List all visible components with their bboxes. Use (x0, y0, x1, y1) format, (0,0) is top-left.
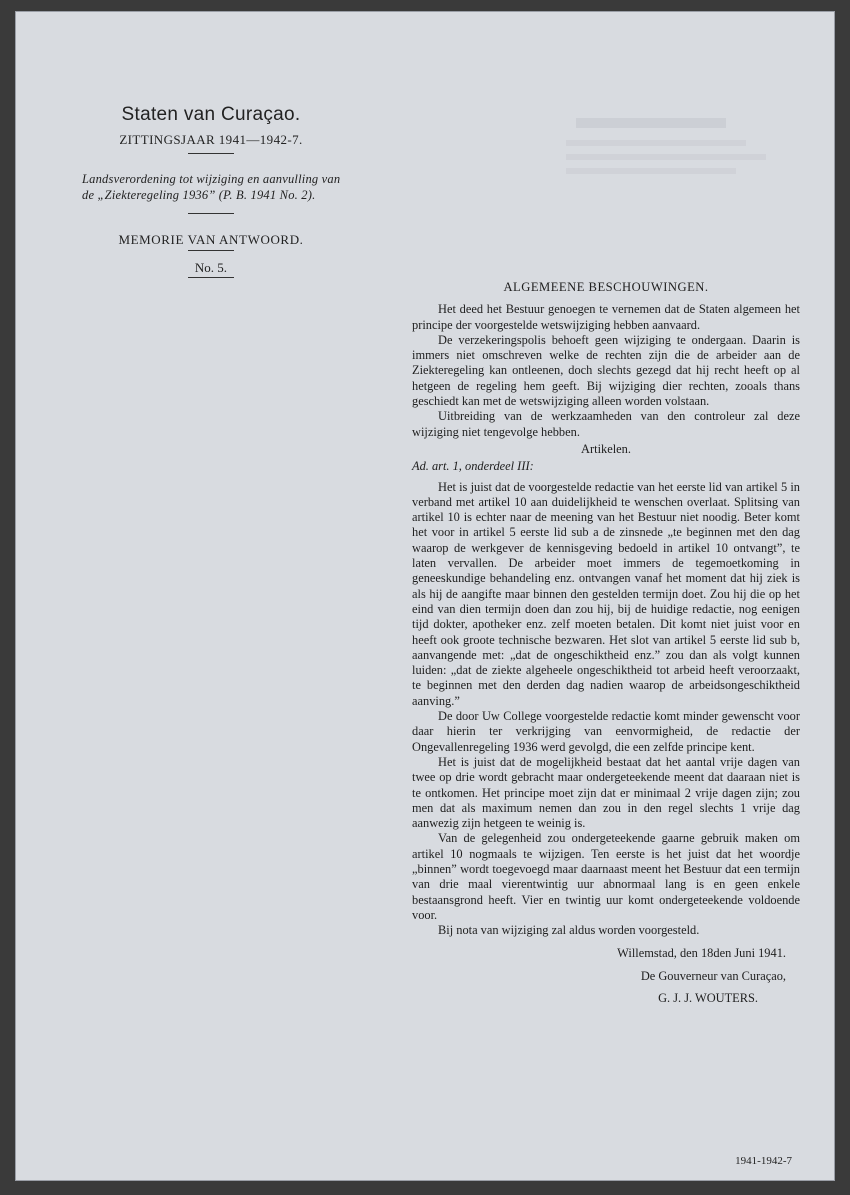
paragraph: De verzekeringspolis behoeft geen wijziging te ondergaan. Daarin is immers niet omschreven welke de rechten zijn die de arbeider aan de Ziekteregeling kan ontleenen, doch slechts gezegd dat hij recht heeft op al hetgeen de regeling hem geeft. Bij wijziging dier rechten, zooals thans geschiedt kan met de wetswijziging alleen worden volstaan. (412, 332, 800, 409)
divider (188, 277, 234, 278)
ordinance-subject: Landsverordening tot wijziging en aanvulling van de „Ziekteregeling 1936” (P. B. 1941 No. 2). (82, 172, 341, 202)
bleed-through-shadow (556, 112, 796, 262)
paragraph: De door Uw College voorgestelde redactie komt minder gewenscht voor daar hierin ter verkrijging van eenvormigheid, de redactie der Ongevallenregeling 1936 werd gevolgd, die een zelfde principe kent. (412, 709, 800, 754)
divider (188, 213, 234, 214)
signatory-name: G. J. J. WOUTERS. (658, 991, 758, 1006)
paragraph: Het is juist dat de mogelijkheid bestaat dat het aantal vrije dagen van twee op drie wordt gebracht maar ondergeteekende meent dat daaraan niet is te ontkomen. Het principe moet zijn dat er minimaal 2 vrije dagen zijn; zou men dat als maximum nemen dan zou in den regel slechts 1 vrije dag aanwezig zijn hetgeen te weinig is. (412, 754, 800, 831)
place-date: Willemstad, den 18den Juni 1941. (617, 946, 786, 961)
paragraph: Het deed het Bestuur genoegen te vernemen dat de Staten algemeen het principe der voorgestelde wetswijziging hebben aanvaard. (412, 302, 800, 332)
article-subheading: Ad. art. 1, onderdeel III: (412, 459, 534, 474)
paragraph: Uitbreiding van de werkzaamheden van den controleur zal deze wijziging niet tengevolge hebben. (412, 409, 800, 439)
section-heading-general: ALGEMEENE BESCHOUWINGEN. (503, 280, 709, 294)
divider (188, 250, 234, 251)
paragraph: Het is juist dat de voorgestelde redactie van het eerste lid van artikel 5 in verband met artikel 10 aan duidelijkheid te wenschen overlaat. Splitsing van artikel 10 is echter naar de meening van het Bestuur niet noodig. Beter komt het voor in artikel 5 eerste lid sub a de zinsnede „te beginnen met den dag waarop de werkgever de kennisgeving bedoeld in artikel 10 ontvangt”, te laten vervallen. De arbeider moet immers de tegemoetkoming in geneeskundige behandeling enz. ontvangen vanaf het moment dat hij ziek is als hij de aangifte maar binnen den gestelden termijn doet. Zou hij die op het eind van dien termijn doen dan zou hij, bij de huidige redactie, nog eenigen tijd dokter, apotheker enz. zelf moeten betalen. Dit komt niet juist voor en heeft ook groote technische bezwaren. Het slot van artikel 5 eerste lid sub b, aanvangende met: „dat de ongeschiktheid enz.” zou dan als volgt kunnen luiden: „dat de ziekte algeheele ongeschiktheid tot arbeid heeft veroorzaakt, te beginnen met den derden dag nadien waarop de arbeidsongeschiktheid aanving.” (412, 479, 800, 708)
paragraph: Van de gelegenheid zou ondergeteekende gaarne gebruik maken om artikel 10 nogmaals te wijzigen. Ten eerste is het juist dat het woordje „binnen” wordt toegevoegd maar daarnaast meent het Bestuur dat een termijn van drie maal vierentwintig uur abnormaal lang is en geen enkele bestaansgrond heeft. Vier en twintig uur komt ondergeteekende voldoende voor. (412, 831, 800, 922)
memo-body (412, 280, 800, 1006)
divider (188, 153, 234, 154)
document-page (16, 12, 834, 1180)
memo-title: MEMORIE VAN ANTWOORD. (118, 232, 304, 247)
footer-code: 1941-1942-7 (735, 1155, 792, 1167)
section-heading-articles: Artikelen. (581, 441, 631, 456)
session-year: ZITTINGSJAAR 1941—1942-7. (119, 132, 303, 147)
paragraph: Bij nota van wijziging zal aldus worden voorgesteld. (438, 923, 700, 938)
signatory-role: De Gouverneur van Curaçao, (640, 968, 786, 983)
document-title: Staten van Curaçao. (121, 104, 301, 125)
memo-number: No. 5. (194, 260, 228, 275)
